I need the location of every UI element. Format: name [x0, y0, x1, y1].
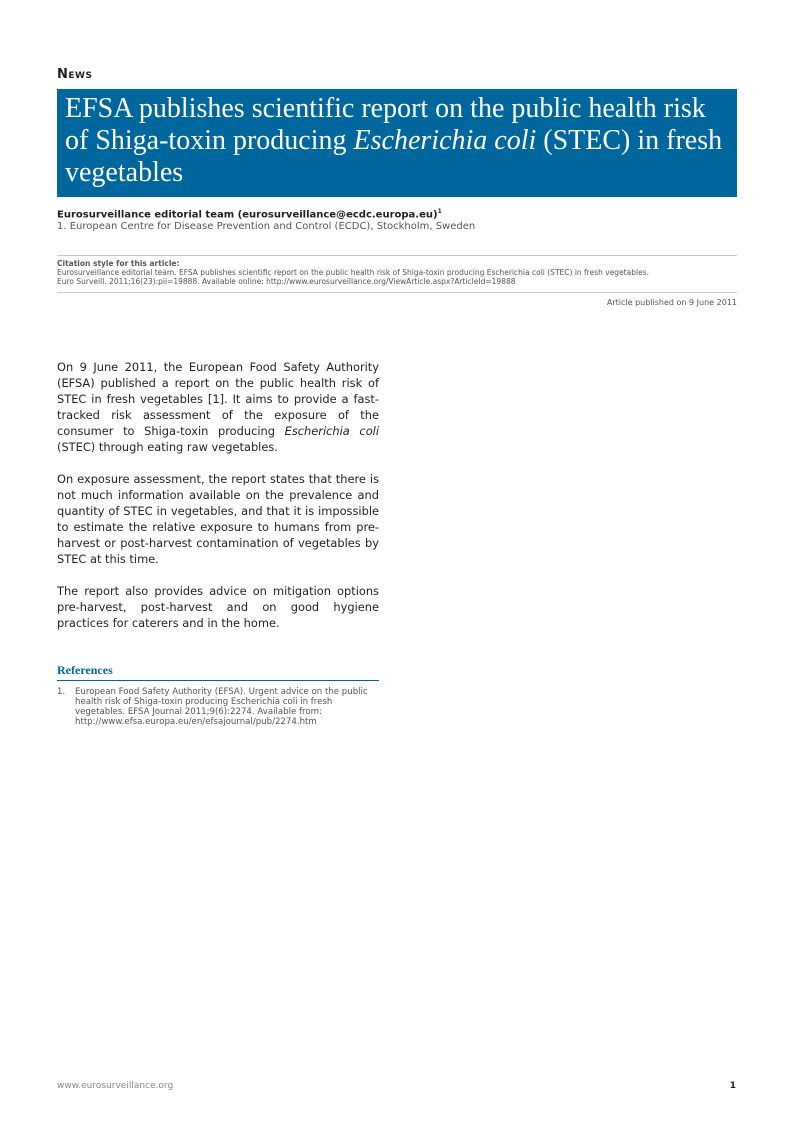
title-banner	[57, 89, 737, 197]
author-names: Eurosurveillance editorial team (eurosurveillance@ecdc.europa.eu)	[57, 209, 438, 221]
divider-top	[57, 255, 737, 256]
body-paragraph	[57, 359, 379, 455]
citation-line-1: Eurosurveillance editorial team. EFSA publishes scientific report on the public health risk of Shiga-toxin producing Escherichia coli (STEC) in fresh vegetables.	[57, 268, 649, 277]
title-text-part2: (STEC) in fresh vegetables	[65, 125, 723, 188]
reference-text: European Food Safety Authority (EFSA). Urgent advice on the public health risk of Shiga-toxin producing Escherichia coli in fresh vegetables. EFSA Journal 2011;9(6):2274. Available from: http://www.efsa.europa.eu/en/efsajournal/pub/2274.htm	[75, 687, 368, 727]
reference-number: 1.	[57, 687, 66, 697]
article-body	[57, 359, 379, 647]
affiliation: 1. European Centre for Disease Prevention and Control (ECDC), Stockholm, Sweden	[57, 221, 476, 232]
published-date: Article published on 9 June 2011	[606, 298, 737, 307]
body-p1-a: On 9 June 2011, the European Food Safety Authority (EFSA) published a report on the public health risk of STEC in fresh vegetables [1]. It aims to provide a fast-tracked risk assessment of the exposure of the consumer to Shiga-toxin producing	[57, 360, 379, 438]
citation-block	[57, 259, 737, 286]
body-p1-italic: Escherichia coli	[284, 424, 379, 438]
author-affiliation-marker: 1	[437, 208, 442, 215]
footer-url: www.eurosurveillance.org	[57, 1081, 174, 1091]
page-number: 1	[729, 1081, 736, 1091]
references-title: References	[57, 663, 379, 681]
section-label: News	[57, 67, 93, 82]
body-p1-b: (STEC) through eating raw vegetables.	[57, 440, 278, 454]
references-section	[57, 663, 379, 727]
article-title	[65, 93, 729, 189]
divider-bottom	[57, 292, 737, 293]
title-text-part1: EFSA publishes scientific report on the public health risk of Shiga-toxin producing	[65, 93, 706, 156]
citation-heading: Citation style for this article:	[57, 259, 180, 268]
citation-line-2: Euro Surveill. 2011;16(23):pii=19888. Available online: http://www.eurosurveillance.org/ViewArticle.aspx?ArticleId=19888	[57, 277, 516, 286]
body-paragraph-3: The report also provides advice on mitigation options pre-harvest, post-harvest and on good hygiene practices for caterers and in the home.	[57, 584, 379, 630]
title-italic-organism: Escherichia coli	[353, 125, 537, 156]
author-line	[57, 208, 442, 220]
body-paragraph-2: On exposure assessment, the report states that there is not much information available on the prevalence and quantity of STEC in vegetables, and that it is impossible to estimate the relative exposure to humans from pre-harvest or post-harvest contamination of vegetables by STEC at this time.	[57, 472, 379, 566]
reference-item	[57, 687, 379, 727]
